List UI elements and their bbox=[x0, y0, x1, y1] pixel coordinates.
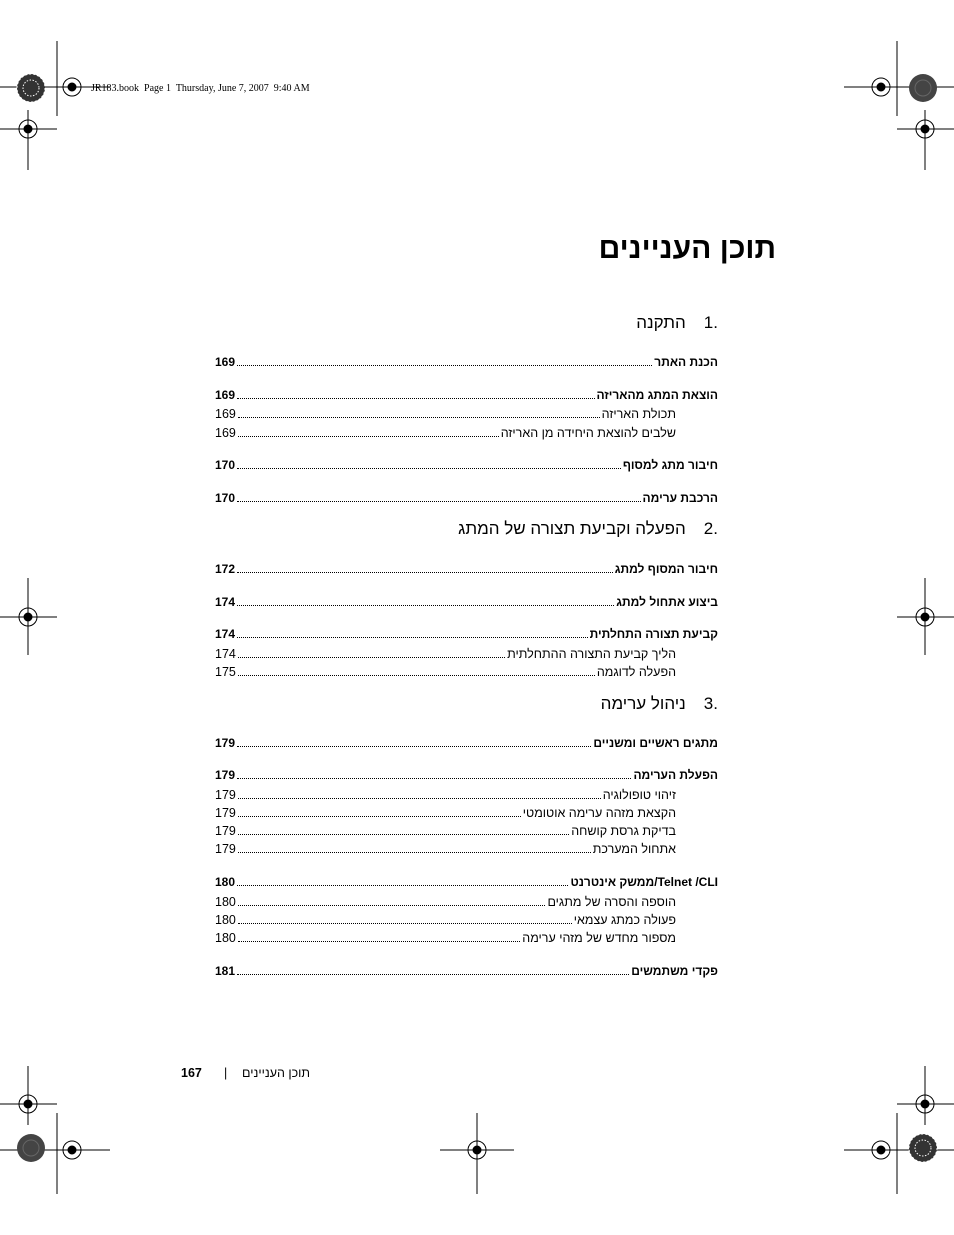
toc-entry[interactable] bbox=[215, 591, 718, 609]
toc-entry-text: הפעלה לדוגמה bbox=[596, 665, 676, 679]
dot-leader bbox=[237, 885, 568, 886]
toc-entry-page: 180 bbox=[215, 913, 236, 927]
dot-leader bbox=[238, 923, 572, 924]
chapter-title: ניהול ערימה bbox=[600, 694, 686, 713]
toc-entry-text: הוצאת המתג מהאריזה bbox=[596, 388, 718, 402]
toc-entry-text: הכנת האתר bbox=[654, 355, 718, 369]
dot-leader bbox=[238, 941, 520, 942]
toc-entry-text: שלבים להוצאת היחידה מן האריזה bbox=[500, 426, 676, 440]
toc-entry-text: זיהוי טופולוגיה bbox=[602, 788, 676, 802]
dot-leader bbox=[238, 798, 601, 799]
toc-entry-page: 181 bbox=[215, 964, 236, 978]
toc-entry-text: תכולת האריזה bbox=[601, 407, 676, 421]
toc-entry-page: 169 bbox=[215, 426, 236, 440]
toc-entry-page: 180 bbox=[215, 895, 236, 909]
toc-entry-text: מספור מחדש של מזהי ערימה bbox=[522, 931, 676, 945]
toc-entry[interactable] bbox=[215, 623, 718, 641]
toc-entry-text: פעולה כמתג עצמאי bbox=[573, 913, 676, 927]
dot-leader bbox=[238, 905, 546, 906]
toc-subentry[interactable] bbox=[215, 661, 676, 679]
chapter-heading bbox=[636, 312, 718, 334]
print-header: JR183.book Page 1 Thursday, June 7, 2007 9:40 AM bbox=[91, 83, 310, 94]
toc-subentry[interactable] bbox=[215, 891, 676, 909]
dot-leader bbox=[238, 852, 591, 853]
dot-leader bbox=[237, 468, 621, 469]
toc-entry-text: מתגים ראשיים ומשניים bbox=[593, 736, 718, 750]
chapter-number: .1 bbox=[703, 313, 718, 332]
footer-separator: | bbox=[224, 1066, 228, 1080]
toc-entry-page: 170 bbox=[215, 458, 236, 472]
dot-leader bbox=[237, 398, 594, 399]
toc-entry[interactable] bbox=[215, 960, 718, 978]
dot-leader bbox=[238, 816, 521, 817]
chapter-heading bbox=[601, 693, 718, 715]
toc-entry-page: 179 bbox=[215, 824, 236, 838]
toc-entry-page: 169 bbox=[215, 407, 236, 421]
toc-entry-text: חיבור המסוף למתג bbox=[614, 562, 718, 576]
toc-entry[interactable] bbox=[215, 384, 718, 402]
toc-subentry[interactable] bbox=[215, 403, 676, 421]
toc-subentry[interactable] bbox=[215, 784, 676, 802]
dot-leader bbox=[238, 417, 600, 418]
footer-page-number: 167 bbox=[181, 1066, 202, 1080]
dot-leader bbox=[238, 436, 499, 437]
dot-leader bbox=[237, 637, 588, 638]
dot-leader bbox=[237, 778, 631, 779]
dot-leader bbox=[237, 365, 652, 366]
toc-entry-page: 179 bbox=[215, 768, 236, 782]
footer-title: תוכן העניינים bbox=[242, 1066, 311, 1080]
toc-subentry[interactable] bbox=[215, 802, 676, 820]
toc-entry-text: הוספה והסרה של מתגים bbox=[547, 895, 676, 909]
toc-entry-page: 180 bbox=[215, 875, 236, 889]
page-footer bbox=[0, 1066, 954, 1084]
toc-entry-page: 179 bbox=[215, 842, 236, 856]
toc-subentry[interactable] bbox=[215, 643, 676, 661]
toc-entry-text: Telnet /CLI/ממשק אינטרנט bbox=[570, 875, 718, 889]
chapter-title: הפעלה וקביעת תצורה של המתג bbox=[458, 519, 686, 538]
toc-entry[interactable] bbox=[215, 764, 718, 782]
toc-entry-page: 170 bbox=[215, 491, 236, 505]
chapter-number: .2 bbox=[703, 519, 718, 538]
toc-subentry[interactable] bbox=[215, 909, 676, 927]
toc-entry-page: 179 bbox=[215, 736, 236, 750]
toc-subentry[interactable] bbox=[215, 838, 676, 856]
toc-subentry[interactable] bbox=[215, 422, 676, 440]
toc-entry-page: 180 bbox=[215, 931, 236, 945]
dot-leader bbox=[237, 746, 591, 747]
toc-entry-page: 169 bbox=[215, 388, 236, 402]
dot-leader bbox=[237, 605, 614, 606]
dot-leader bbox=[238, 834, 569, 835]
toc-entry-text: הפעלת הערימה bbox=[633, 768, 718, 782]
dot-leader bbox=[237, 974, 629, 975]
toc-entry[interactable] bbox=[215, 732, 718, 750]
dot-leader bbox=[238, 657, 505, 658]
toc-entry-page: 179 bbox=[215, 806, 236, 820]
chapter-number: .3 bbox=[703, 694, 718, 713]
toc-entry-text: פקדי משתמשים bbox=[631, 964, 718, 978]
toc-entry-text: קביעת תצורה התחלתית bbox=[589, 627, 718, 641]
chapter-heading bbox=[458, 518, 718, 540]
toc-entry-page: 179 bbox=[215, 788, 236, 802]
toc-entry-text: הקצאת מזהה ערימה אוטומטי bbox=[522, 806, 676, 820]
chapter-title: התקנה bbox=[636, 313, 686, 332]
dot-leader bbox=[238, 675, 595, 676]
toc-subentry[interactable] bbox=[215, 820, 676, 838]
toc-entry-page: 172 bbox=[215, 562, 236, 576]
dot-leader bbox=[237, 572, 613, 573]
toc-entry[interactable] bbox=[215, 351, 718, 369]
toc-entry-text: הליך קביעת התצורה ההתחלתית bbox=[507, 647, 676, 661]
page-title: תוכן העניינים bbox=[598, 232, 776, 265]
toc-entry[interactable] bbox=[215, 871, 718, 889]
toc-entry[interactable] bbox=[215, 454, 718, 472]
toc-entry-text: בדיקת גרסת קושחה bbox=[571, 824, 676, 838]
dot-leader bbox=[237, 501, 641, 502]
toc-entry-page: 174 bbox=[215, 595, 236, 609]
toc-entry-page: 174 bbox=[215, 647, 236, 661]
toc-entry[interactable] bbox=[215, 487, 718, 505]
toc-subentry[interactable] bbox=[215, 927, 676, 945]
toc-entry[interactable] bbox=[215, 558, 718, 576]
toc-entry-page: 175 bbox=[215, 665, 236, 679]
toc-entry-text: ביצוע אתחול למתג bbox=[616, 595, 718, 609]
toc-entry-text: אתחול המערכת bbox=[592, 842, 676, 856]
toc-entry-page: 174 bbox=[215, 627, 236, 641]
toc-entry-text: הרכבת ערימה bbox=[642, 491, 718, 505]
toc-entry-page: 169 bbox=[215, 355, 236, 369]
toc-entry-text: חיבור מתג למסוף bbox=[622, 458, 718, 472]
